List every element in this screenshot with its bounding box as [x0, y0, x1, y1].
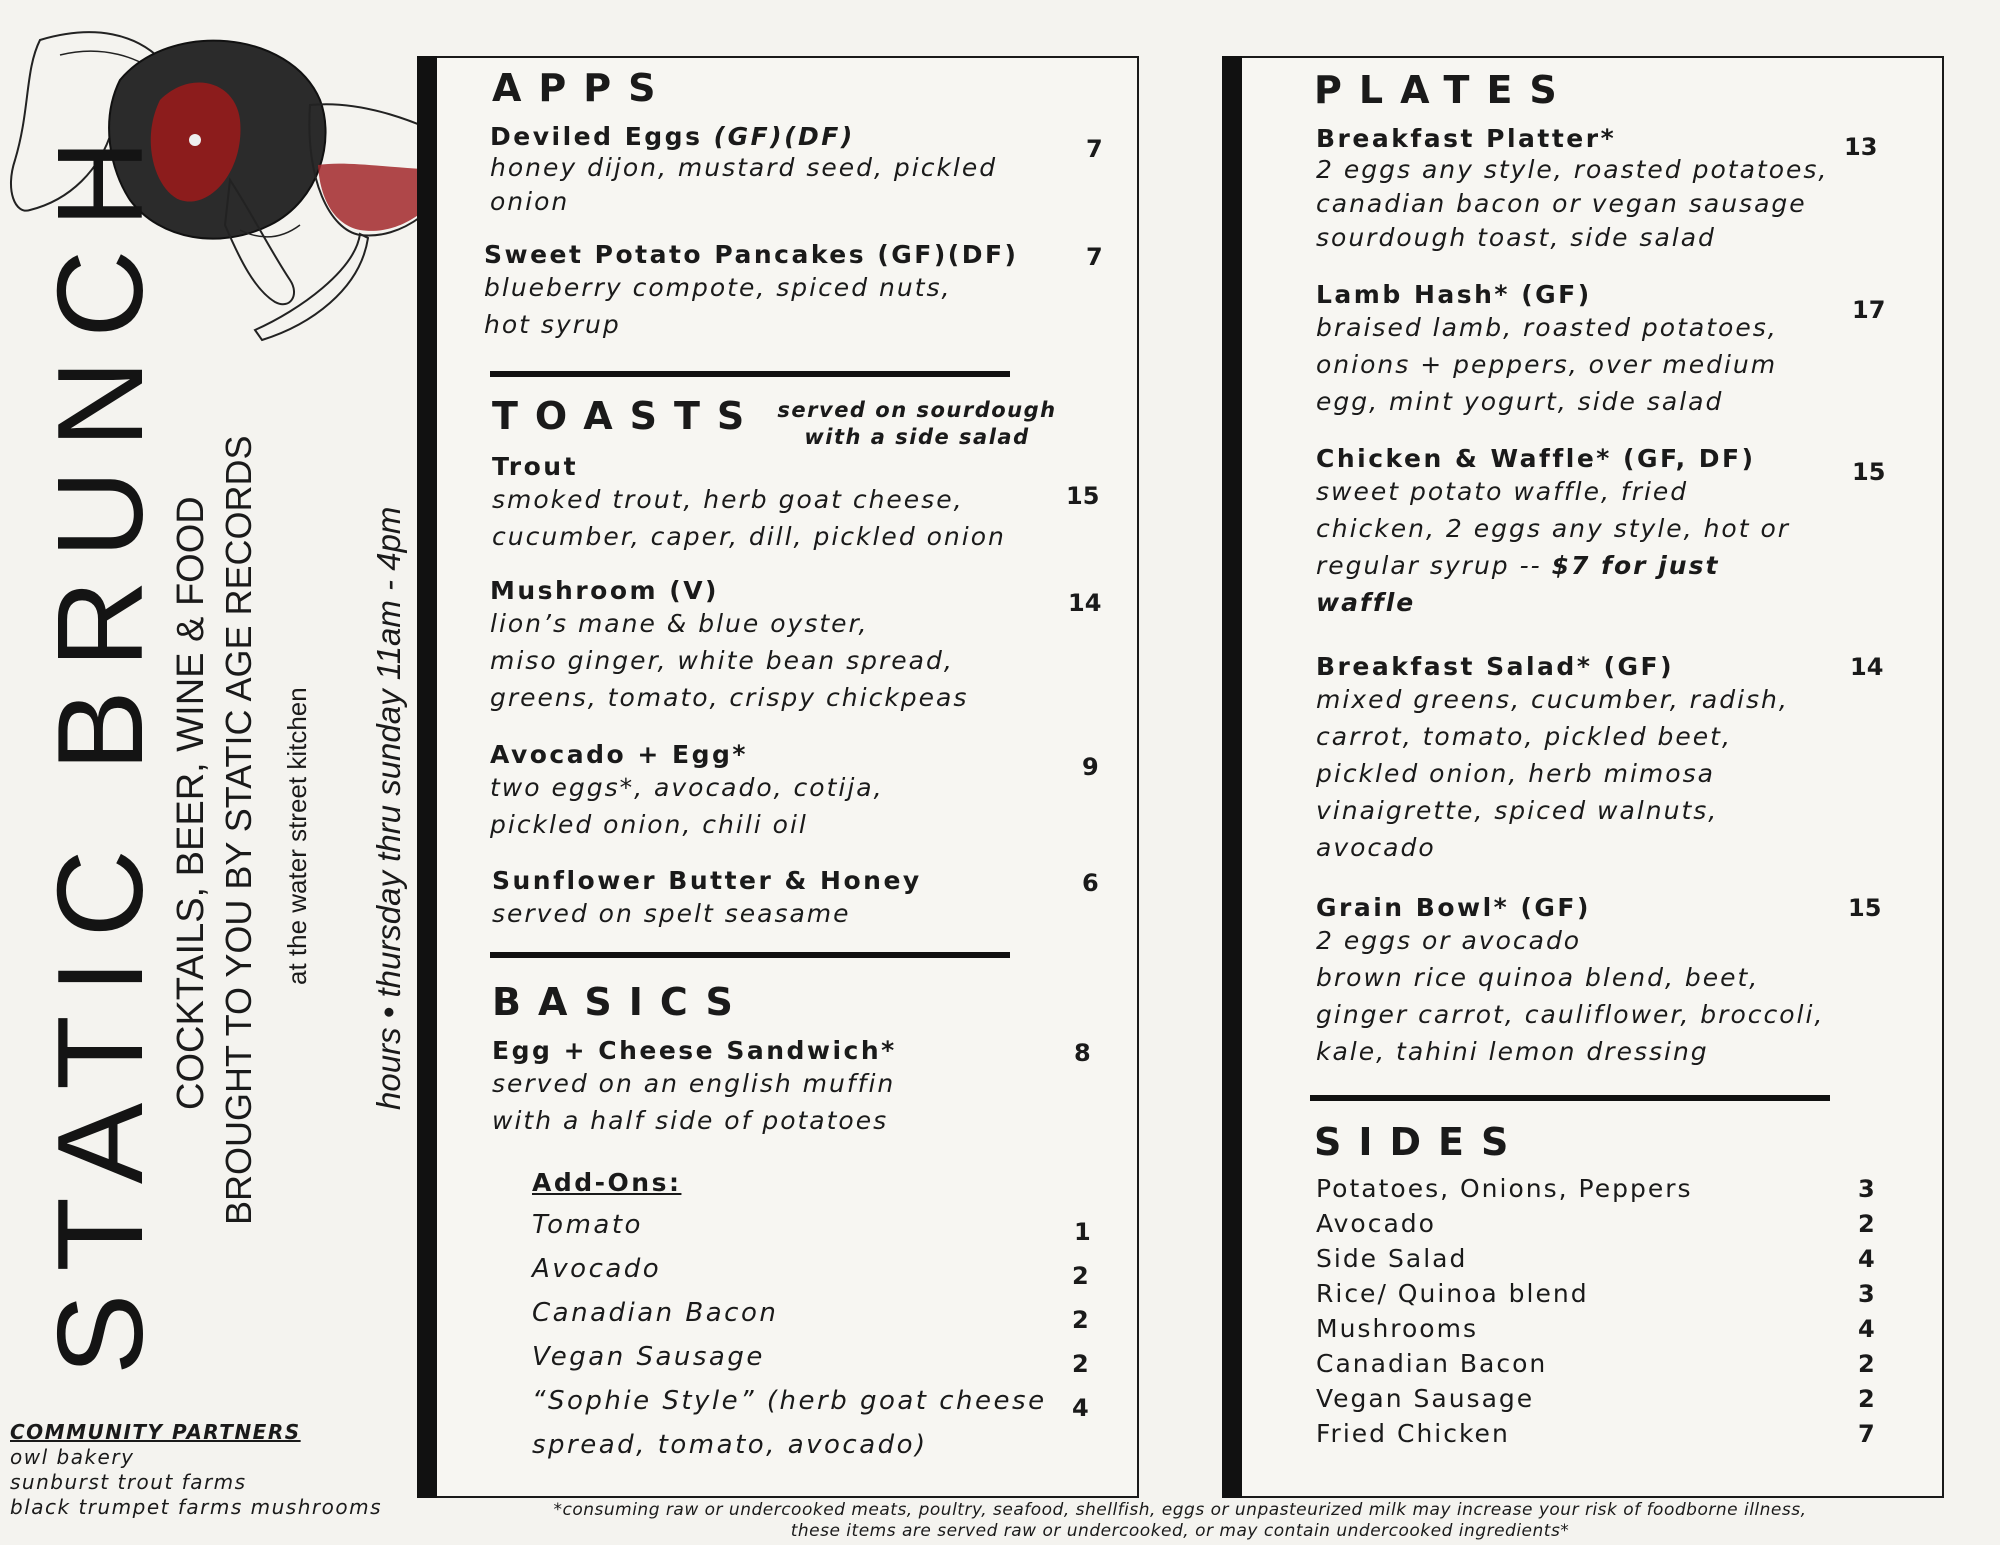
addon-name: Canadian Bacon	[532, 1298, 779, 1328]
partner-item: sunburst trout farms	[10, 1470, 247, 1494]
section-title-basics: BASICS	[492, 980, 750, 1024]
partner-item: owl bakery	[10, 1445, 135, 1469]
item-price: 15	[1848, 894, 1882, 922]
item-desc: mixed greens, cucumber, radish,	[1316, 685, 1789, 714]
item-desc: onions + peppers, over medium	[1316, 350, 1778, 379]
item-price: 15	[1066, 482, 1100, 510]
desc-highlight: $7 for just	[1551, 551, 1720, 580]
item-price: 8	[1074, 1039, 1091, 1067]
side-price: 2	[1858, 1210, 1875, 1238]
item-desc: honey dijon, mustard seed, pickled	[490, 153, 998, 182]
item-name: Grain Bowl* (GF)	[1316, 893, 1591, 922]
side-price: 3	[1858, 1175, 1875, 1203]
brand-title: STATIC BRUNCH	[32, 117, 168, 1375]
menu-item	[492, 1036, 1052, 1139]
diet-tag: (GF)(DF)	[713, 122, 855, 151]
item-price: 17	[1852, 296, 1886, 324]
menu-item	[1316, 652, 1876, 866]
item-name: Trout	[492, 452, 579, 481]
side-price: 3	[1858, 1280, 1875, 1308]
item-desc: two eggs*, avocado, cotija,	[490, 773, 884, 802]
section-note	[772, 397, 1062, 451]
partner-item: black trumpet farms mushrooms	[10, 1495, 382, 1519]
side-name: Side Salad	[1316, 1244, 1468, 1273]
item-desc: onion	[490, 187, 570, 216]
section-title-apps: APPS	[492, 66, 673, 110]
brand-tagline: COCKTAILS, BEER, WINE & FOOD	[170, 496, 212, 1110]
item-desc: ginger carrot, cauliflower, broccoli,	[1316, 1000, 1825, 1029]
item-price: 14	[1850, 653, 1884, 681]
menu-item	[492, 452, 1052, 555]
item-name: Avocado + Egg*	[490, 740, 748, 769]
item-desc: carrot, tomato, pickled beet,	[1316, 722, 1732, 751]
section-divider	[490, 371, 1010, 377]
disclaimer-line: *consuming raw or undercooked meats, poultry, seafood, shellfish, eggs or unpasteurized milk may increase your risk of foodborne illness,	[553, 1500, 1807, 1520]
item-name: Lamb Hash* (GF)	[1316, 280, 1592, 309]
brand-location: at the water street kitchen	[282, 687, 312, 985]
panel-bar	[1222, 56, 1242, 1498]
addon-name: Vegan Sausage	[532, 1342, 765, 1372]
addon-name: Avocado	[532, 1254, 662, 1284]
item-price: 7	[1086, 135, 1103, 163]
item-desc: vinaigrette, spiced walnuts,	[1316, 796, 1719, 825]
addon-price: 1	[1074, 1218, 1091, 1246]
side-name: Avocado	[1316, 1209, 1436, 1238]
item-desc: brown rice quinoa blend, beet,	[1316, 963, 1760, 992]
item-name: Breakfast Salad* (GF)	[1316, 652, 1675, 681]
menu-item	[1316, 893, 1926, 1070]
side-price: 7	[1858, 1420, 1875, 1448]
item-price: 14	[1068, 589, 1102, 617]
item-desc: blueberry compote, spiced nuts,	[484, 273, 952, 302]
item-name: Mushroom (V)	[490, 576, 719, 605]
brand-tagline: BROUGHT TO YOU BY STATIC AGE RECORDS	[218, 435, 259, 1225]
side-price: 2	[1858, 1385, 1875, 1413]
menu-item	[1316, 444, 1876, 621]
item-desc: miso ginger, white bean spread,	[490, 646, 954, 675]
item-desc: sourdough toast, side salad	[1316, 223, 1716, 252]
item-name: Sunflower Butter & Honey	[492, 866, 922, 895]
side-price: 4	[1858, 1315, 1875, 1343]
item-name: Breakfast Platter*	[1316, 124, 1617, 153]
desc-text: regular syrup --	[1316, 551, 1552, 580]
food-safety-disclaimer	[480, 1500, 1880, 1542]
note-line: with a side salad	[804, 425, 1030, 449]
item-desc: smoked trout, herb goat cheese,	[492, 485, 964, 514]
section-title-sides: SIDES	[1314, 1120, 1526, 1164]
item-desc: avocado	[1316, 833, 1436, 862]
addon-name: spread, tomato, avocado)	[532, 1430, 928, 1460]
note-line: served on sourdough	[777, 398, 1057, 422]
item-name: Egg + Cheese Sandwich*	[492, 1036, 897, 1065]
item-desc: 2 eggs or avocado	[1316, 926, 1582, 955]
menu-item	[490, 740, 1050, 843]
item-price: 6	[1082, 869, 1099, 897]
item-desc: hot syrup	[484, 310, 621, 339]
side-name: Potatoes, Onions, Peppers	[1316, 1174, 1693, 1203]
item-desc: 2 eggs any style, roasted potatoes,	[1316, 155, 1829, 184]
section-divider	[490, 952, 1010, 958]
item-desc: cucumber, caper, dill, pickled onion	[492, 522, 1006, 551]
addon-name: Tomato	[532, 1210, 643, 1240]
addon-price: 2	[1072, 1350, 1089, 1378]
item-desc: with a half side of potatoes	[492, 1106, 889, 1135]
item-desc: greens, tomato, crispy chickpeas	[490, 683, 969, 712]
side-name: Rice/ Quinoa blend	[1316, 1279, 1589, 1308]
addon-name: “Sophie Style” (herb goat cheese	[532, 1386, 1047, 1416]
item-desc: served on spelt seasame	[492, 899, 851, 928]
item-price: 9	[1082, 753, 1099, 781]
item-price: 13	[1844, 133, 1878, 161]
addon-price: 4	[1072, 1394, 1089, 1422]
side-name: Canadian Bacon	[1316, 1349, 1548, 1378]
section-title-plates: PLATES	[1314, 68, 1574, 112]
menu-item	[490, 122, 1050, 219]
menu-item	[1316, 124, 1876, 255]
item-desc: pickled onion, chili oil	[490, 810, 808, 839]
side-name: Mushrooms	[1316, 1314, 1478, 1343]
item-desc: served on an english muffin	[492, 1069, 896, 1098]
item-name: Deviled Eggs	[490, 122, 714, 151]
addon-price: 2	[1072, 1306, 1089, 1334]
section-divider	[1310, 1095, 1830, 1101]
item-desc: chicken, 2 eggs any style, hot or	[1316, 514, 1791, 543]
addon-price: 2	[1072, 1262, 1089, 1290]
item-desc: canadian bacon or vegan sausage	[1316, 189, 1807, 218]
side-name: Fried Chicken	[1316, 1419, 1510, 1448]
partners-heading: COMMUNITY PARTNERS	[10, 1420, 301, 1444]
item-price: 15	[1852, 458, 1886, 486]
item-desc: braised lamb, roasted potatoes,	[1316, 313, 1778, 342]
item-desc: kale, tahini lemon dressing	[1316, 1037, 1709, 1066]
item-name: Sweet Potato Pancakes (GF)(DF)	[484, 240, 1019, 269]
item-desc	[1316, 547, 1876, 584]
side-name: Vegan Sausage	[1316, 1384, 1535, 1413]
menu-item	[1316, 280, 1876, 420]
menu-item	[484, 240, 1064, 343]
panel-bar	[417, 56, 437, 1498]
item-desc: sweet potato waffle, fried	[1316, 477, 1689, 506]
item-price: 7	[1086, 243, 1103, 271]
section-title-toasts: TOASTS	[492, 394, 762, 438]
side-price: 2	[1858, 1350, 1875, 1378]
item-desc: lion’s mane & blue oyster,	[490, 609, 869, 638]
menu-item	[492, 866, 1052, 932]
disclaimer-line: these items are served raw or undercooked, or may contain undercooked ingredients*	[790, 1521, 1570, 1541]
desc-highlight: waffle	[1316, 588, 1416, 617]
community-partners	[10, 1420, 382, 1520]
menu-item	[490, 576, 1050, 716]
addons-title: Add-Ons:	[532, 1168, 682, 1197]
side-price: 4	[1858, 1245, 1875, 1273]
brand-hours: hours • thursday thru sunday 11am - 4pm	[370, 506, 407, 1110]
item-desc: pickled onion, herb mimosa	[1316, 759, 1715, 788]
item-name: Chicken & Waffle* (GF, DF)	[1316, 444, 1756, 473]
item-desc: egg, mint yogurt, side salad	[1316, 387, 1724, 416]
